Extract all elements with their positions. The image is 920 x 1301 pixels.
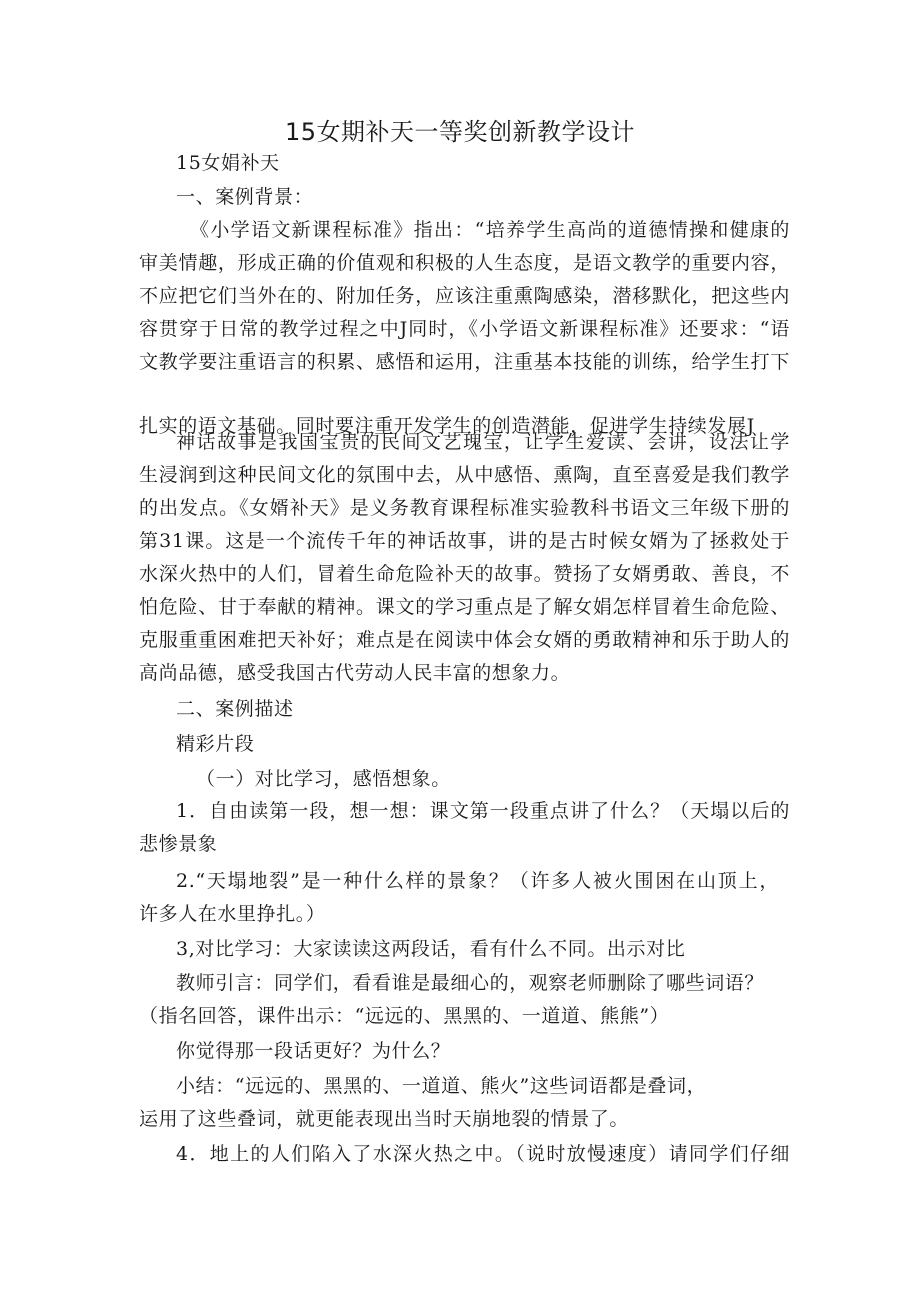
lesson-heading: 15女娟补天 [176, 152, 280, 174]
subheading: （一）对比学习，感悟想象。 [196, 768, 451, 790]
paragraph-line: 水深火热中的人们，冒着生命危险补天的故事。赞扬了女婿勇敢、善良，不 [139, 563, 790, 585]
list-item: 3,对比学习：大家读读这两段话，看有什么不同。出示对比 [176, 938, 686, 960]
paragraph-line: 容贯穿于日常的教学过程之中J同时，《小学语文新课程标准》还要求：“语 [139, 318, 790, 340]
paragraph-line: 你觉得那一段话更好？为什么？ [176, 1040, 451, 1062]
paragraph-line: 神话故事是我国宝贵的民间文艺瑰宝，让学生爱读、会讲，设法让学 [176, 431, 790, 453]
paragraph-line: 小结：“远远的、黑黑的、一道道、熊火”这些词语都是叠词， [176, 1075, 707, 1097]
list-item-continuation: 许多人在水里挣扎。） [139, 903, 326, 925]
paragraph-line: 运用了这些叠词，就更能表现出当时天崩地裂的情景了。 [139, 1108, 630, 1130]
paragraph-line: 的出发点。《女婿补天》是义务教育课程标准实验教科书语文三年级下册的 [139, 497, 790, 519]
list-item: 4．地上的人们陷入了水深火热之中。（说时放慢速度）请同学们仔细 [176, 1143, 790, 1165]
section-heading-background: 一、案例背景： [176, 186, 314, 208]
paragraph-line: 克服重重困难把天补好；难点是在阅读中体会女婿的勇敢精神和乐于助人的 [139, 629, 790, 651]
paragraph-line: 怕危险、甘于奉献的精神。课文的学习重点是了解女娟怎样冒着生命危险、 [139, 596, 790, 618]
paragraph-line: 教师引言：同学们，看看谁是最细心的，观察老师删除了哪些词语？ [176, 972, 765, 994]
paragraph-line: 不应把它们当外在的、附加任务，应该注重熏陶感染，潜移默化，把这些内 [139, 285, 790, 307]
list-item: 2.“天塌地裂”是一种什么样的景象？（许多人被火围困在山顶上， [176, 870, 779, 892]
paragraph-line: 《小学语文新课程标准》指出：“培养学生高尚的道德情操和健康的 [190, 219, 790, 241]
paragraph-line: 高尚品德，感受我国古代劳动人民丰富的想象力。 [139, 662, 571, 684]
list-item: 1．自由读第一段，想一想：课文第一段重点讲了什么？（天塌以后的 [176, 800, 790, 822]
document-title: 15女期补天一等奖创新教学设计 [284, 118, 636, 146]
paragraph-line: 第31课。这是一个流传千年的神话故事，讲的是古时候女婿为了拯救处于 [139, 530, 790, 552]
paragraph-line: 文教学要注重语言的积累、感悟和运用，注重基本技能的训练，给学生打下 [139, 351, 790, 373]
paragraph-line: 生浸润到这种民间文化的氛围中去，从中感悟、熏陶，直至喜爱是我们教学 [139, 464, 790, 486]
subheading: 精彩片段 [176, 733, 255, 755]
list-item-continuation: 悲惨景象 [139, 833, 218, 855]
paragraph-line: 扎实的语文基础。同时要注重开发学生的创造潜能，促进学生持续发展J [139, 415, 755, 437]
paragraph-line: （指名回答，课件出示：“远远的、黑黑的、一道道、熊熊”） [139, 1005, 670, 1027]
paragraph-line: 审美情趣，形成正确的价值观和积极的人生态度，是语文教学的重要内容， [139, 252, 790, 274]
section-heading-description: 二、案例描述 [176, 698, 294, 720]
